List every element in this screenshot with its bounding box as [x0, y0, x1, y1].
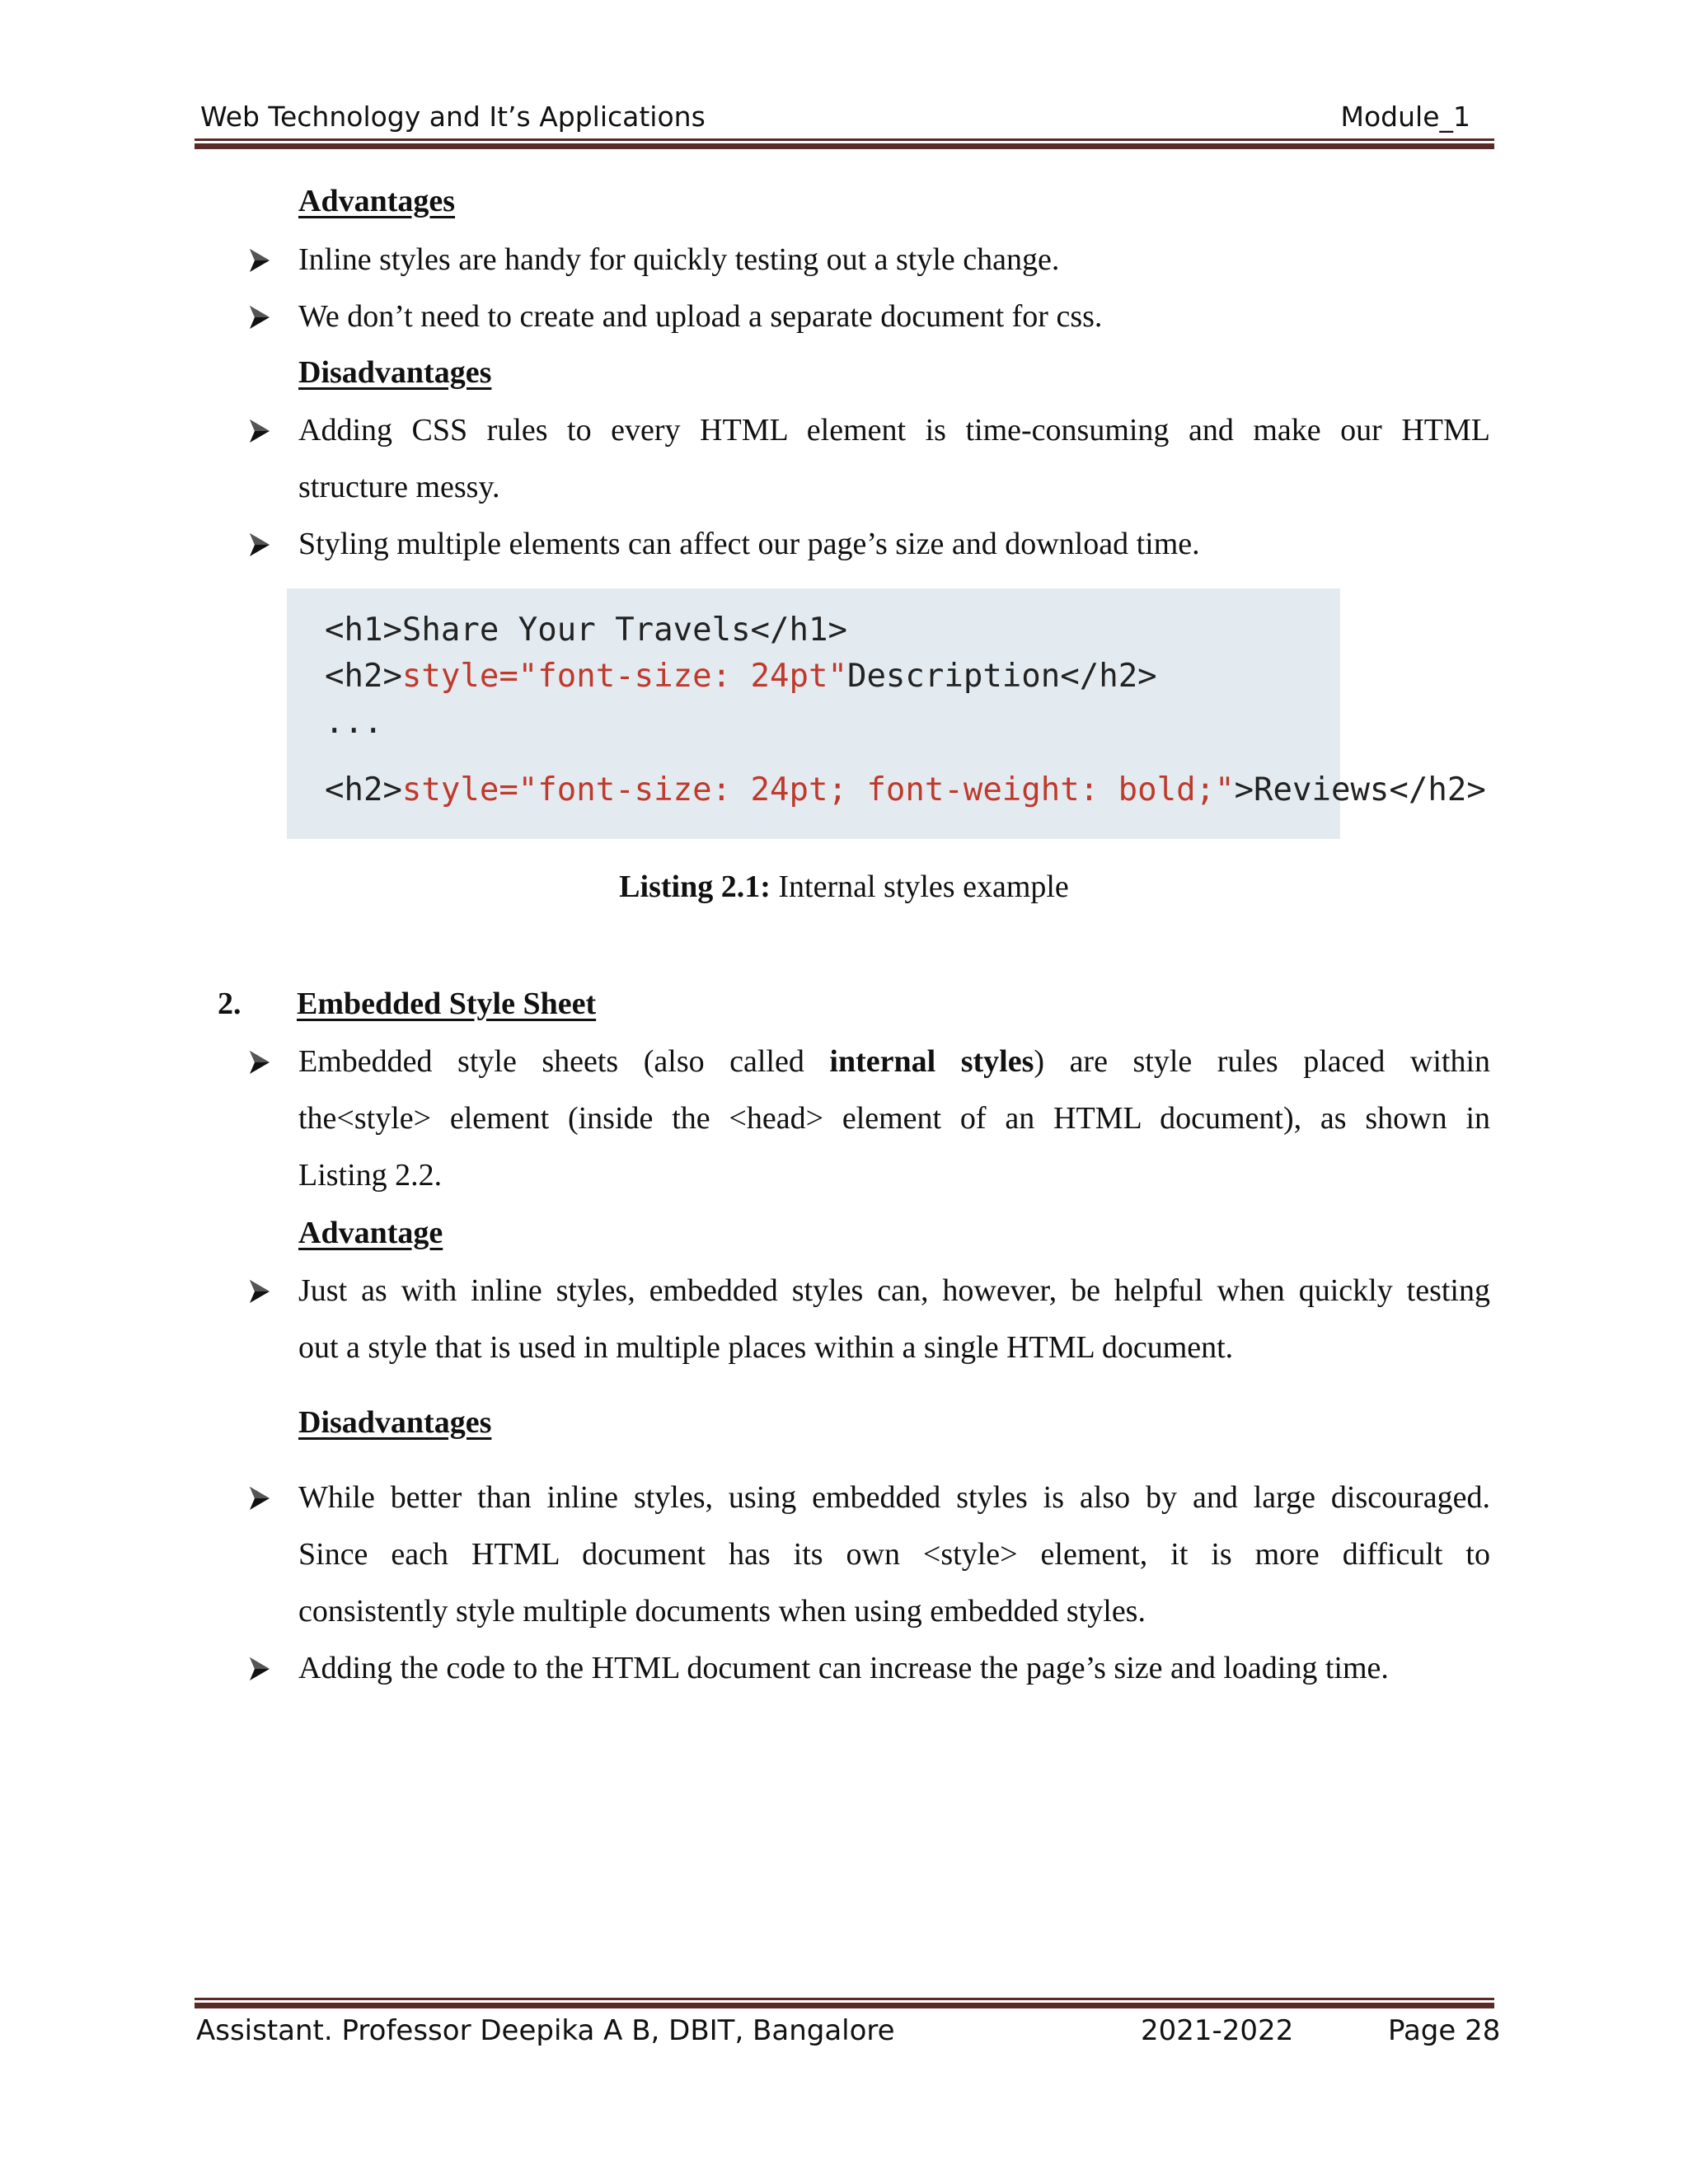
footer-rule: [195, 1998, 1494, 2000]
footer-rule-thick: [195, 2003, 1494, 2008]
list-item: Adding the code to the HTML document can increase the page’s size and loading time.: [298, 1651, 1389, 1685]
list-item-continuation: out a style that is used in multiple places within a single HTML document.: [298, 1330, 1234, 1365]
arrow-bullet-icon: [247, 301, 272, 334]
header-rule-thick: [195, 143, 1494, 149]
list-item: We don’t need to create and upload a separate document for css.: [298, 299, 1103, 334]
list-item: Styling multiple elements can affect our page’s size and download time.: [298, 527, 1200, 561]
caption-label: Listing 2.1:: [619, 869, 771, 904]
caption-text: Internal styles example: [770, 869, 1069, 904]
code-line: ...: [325, 704, 383, 741]
list-item: While better than inline styles, using embedded styles is also by and large discouraged.: [298, 1480, 1490, 1515]
advantages-heading: Advantages: [298, 184, 456, 218]
header-title: Web Technology and It’s Applications: [200, 101, 706, 133]
section-number: 2.: [218, 987, 241, 1021]
list-item: Embedded style sheets (also called internal styles) are style rules placed within: [298, 1044, 1491, 1079]
list-item-continuation: Since each HTML document has its own <style> element, it is more difficult to: [298, 1537, 1490, 1572]
arrow-bullet-icon: [247, 244, 272, 277]
list-item: Just as with inline styles, embedded styles can, however, be helpful when quickly testing: [298, 1273, 1490, 1308]
code-line: <h2>style="font-size: 24pt"Description</h2>: [325, 658, 1157, 695]
advantage-heading: Advantage: [298, 1216, 443, 1250]
footer-page-number: Page 28: [1388, 2014, 1501, 2047]
disadvantages-heading: Disadvantages: [298, 355, 492, 390]
list-item-continuation: Listing 2.2.: [298, 1158, 443, 1193]
section-title: Embedded Style Sheet: [297, 987, 597, 1021]
disadvantages-heading-2: Disadvantages: [298, 1405, 492, 1440]
header-rule: [195, 138, 1494, 141]
arrow-bullet-icon: [247, 1046, 272, 1079]
page-header: [198, 101, 1495, 134]
list-item: Adding CSS rules to every HTML element is time-consuming and make our HTML: [298, 413, 1490, 448]
arrow-bullet-icon: [247, 1652, 272, 1685]
code-listing: [287, 588, 1486, 839]
list-item-continuation: the<style> element (inside the <head> element of an HTML document), as shown in: [298, 1101, 1490, 1136]
arrow-bullet-icon: [247, 1482, 272, 1515]
list-item-continuation: consistently style multiple documents when using embedded styles.: [298, 1594, 1146, 1629]
arrow-bullet-icon: [247, 528, 272, 561]
list-item: Inline styles are handy for quickly testing out a style change.: [298, 242, 1060, 277]
code-line: <h2>style="font-size: 24pt; font-weight: bold;">Reviews</h2>: [325, 771, 1486, 808]
arrow-bullet-icon: [247, 1275, 272, 1308]
header-module: Module_1: [1340, 101, 1470, 133]
code-line: <h1>Share Your Travels</h1>: [325, 612, 847, 649]
listing-caption: [0, 869, 1688, 905]
footer-year: 2021-2022: [1141, 2014, 1294, 2047]
list-item-continuation: structure messy.: [298, 470, 500, 504]
arrow-bullet-icon: [247, 415, 272, 448]
footer-author: Assistant. Professor Deepika A B, DBIT, Bangalore: [196, 2014, 895, 2047]
